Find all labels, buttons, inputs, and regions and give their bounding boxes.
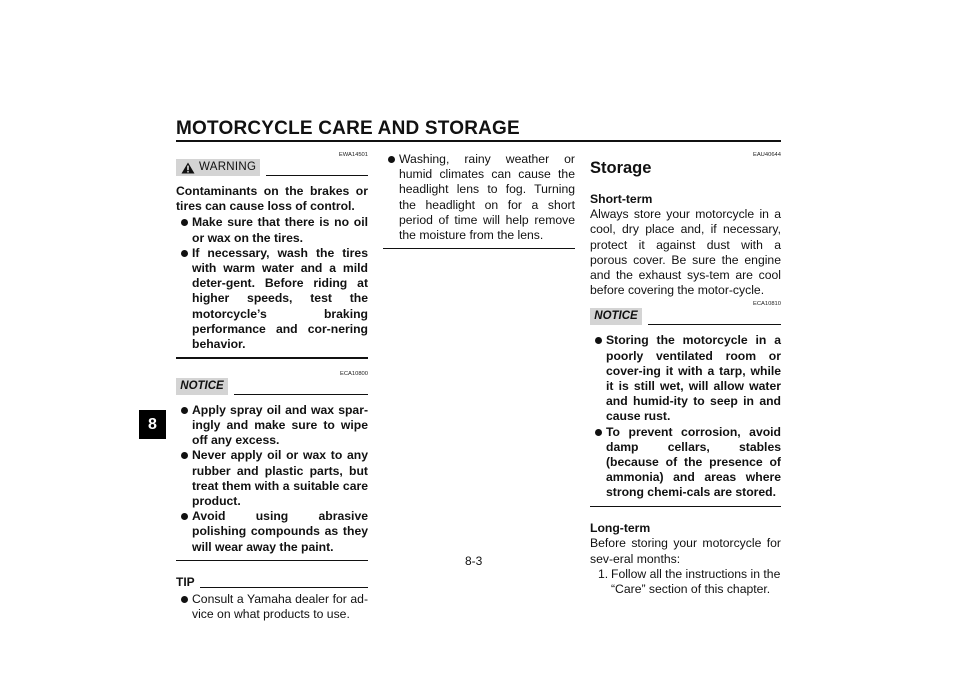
warning-header-rule — [266, 175, 368, 176]
steps-list — [590, 567, 781, 597]
chapter-title: MOTORCYCLE CARE AND STORAGE — [176, 118, 520, 139]
warning-triangle-icon — [181, 162, 195, 174]
list-item: Apply spray oil and wax spar-ingly and make sure to wipe off any excess. — [176, 403, 368, 449]
notice-header-rule — [234, 394, 368, 395]
notice-header — [176, 378, 368, 395]
tip-list — [176, 592, 368, 622]
column-middle — [383, 152, 575, 249]
column-left — [176, 152, 368, 623]
notice-list — [590, 333, 781, 500]
step-text: Follow all the instructions in the “Care” section of this chapter. — [611, 566, 781, 596]
section-code: EAU40644 — [752, 152, 781, 158]
notice-end-rule — [590, 506, 781, 508]
notice-badge: NOTICE — [176, 378, 228, 395]
short-term-heading: Short-term — [590, 192, 653, 206]
warning-badge — [176, 159, 260, 176]
care-list — [383, 152, 575, 243]
list-item: Never apply oil or wax to any rubber and plastic parts, but treat them with a suitable care product. — [176, 448, 368, 509]
warning-lead: Contaminants on the brakes or tires can cause loss of control. — [176, 184, 368, 214]
warning-code: EWA14501 — [338, 152, 368, 158]
long-term-heading: Long-term — [590, 521, 651, 536]
list-item: Avoid using abrasive polishing compounds as they will wear away the paint. — [176, 509, 368, 555]
list-item: To prevent corrosion, avoid damp cellars, stables (because of the presence of ammonia) and areas where strong chemi-cals are stored. — [590, 425, 781, 501]
tip-header — [176, 573, 368, 588]
section-title: Storage — [590, 159, 652, 177]
warning-label: WARNING — [199, 160, 257, 173]
notice-end-rule — [176, 560, 368, 562]
chapter-tab: 8 — [139, 410, 166, 439]
tip-header-rule — [200, 587, 368, 588]
tip-label: TIP — [176, 575, 195, 590]
list-item: Storing the motorcycle in a poorly ventilated room or cover-ing it with a tarp, while it is still wet, will allow water and humid-ity to seep in and cause rust. — [590, 333, 781, 424]
long-term-text: Before storing your motorcycle for sev-eral months: — [590, 536, 781, 566]
care-end-rule — [383, 248, 575, 249]
step-number: 1. — [598, 566, 609, 581]
page-number: 8-3 — [465, 554, 483, 568]
notice-list — [176, 403, 368, 555]
list-item: If necessary, wash the tires with warm water and a mild deter-gent. Before riding at higher speeds, test the motorcycle’s braking performance and cor-nering behavior. — [176, 246, 368, 352]
warning-header — [176, 159, 368, 176]
warning-list — [176, 215, 368, 352]
notice-header — [590, 308, 781, 325]
list-item: Washing, rainy weather or humid climates can cause the headlight lens to fog. Turning the headlight on for a short period of time will help remove the moisture from the lens. — [383, 152, 575, 243]
list-item: Consult a Yamaha dealer for ad-vice on what products to use. — [176, 592, 368, 622]
list-item — [590, 567, 781, 597]
header-divider — [176, 140, 781, 142]
short-term-text: Always store your motorcycle in a cool, dry place and, if necessary, protect it against dust with a porous cover. Be sure the engine and the exhaust sys-tem are cool before covering the motor-cycle. — [590, 207, 781, 298]
column-right — [590, 152, 781, 597]
list-item: Make sure that there is no oil or wax on the tires. — [176, 215, 368, 245]
notice-header-rule — [648, 324, 781, 325]
notice-code: ECA10800 — [339, 370, 368, 377]
notice-code: ECA10810 — [752, 301, 781, 308]
notice-badge: NOTICE — [590, 308, 642, 325]
warning-end-rule — [176, 357, 368, 359]
